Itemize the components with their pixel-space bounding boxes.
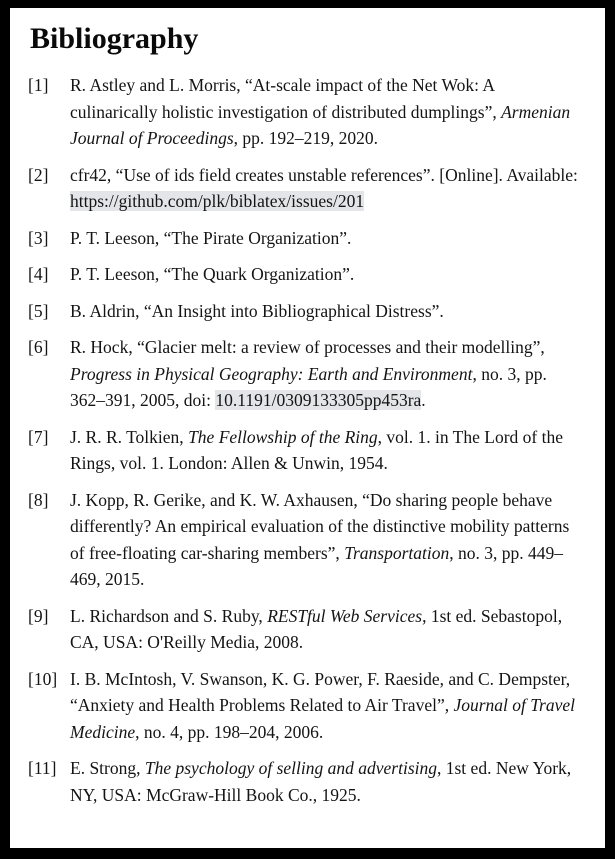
entry-text-segment: R. Hock, “Glacier melt: a review of processes and their modelling”, bbox=[70, 337, 545, 357]
entry-number: [4] bbox=[28, 264, 49, 284]
entry-title-italic: Progress in Physical Geography: Earth and Environment bbox=[70, 363, 473, 384]
entry-number: [9] bbox=[28, 605, 49, 626]
bibliography-entry bbox=[28, 487, 583, 593]
entry-text-segment: J. R. R. Tolkien, bbox=[70, 426, 189, 447]
entry-number: [6] bbox=[28, 337, 49, 357]
bibliography-entry bbox=[28, 72, 583, 152]
bibliography-entry bbox=[28, 666, 583, 746]
entry-text-segment: , pp. 192–219, 2020. bbox=[233, 128, 379, 148]
entry-number: [10] bbox=[28, 668, 58, 689]
entry-text-segment: P. T. Leeson, “The Pirate Organization”. bbox=[70, 227, 352, 248]
entry-text bbox=[70, 755, 583, 808]
bibliography-entry bbox=[28, 755, 583, 808]
bibliography-entry bbox=[28, 334, 583, 414]
entry-text-segment: , no. 3, pp. 449–469, 2015. bbox=[70, 542, 563, 589]
entry-text bbox=[70, 298, 583, 325]
entry-text bbox=[70, 334, 583, 414]
bibliography-entry bbox=[28, 603, 583, 656]
entry-number: [2] bbox=[28, 164, 49, 185]
entry-number: [8] bbox=[28, 489, 49, 510]
entry-text-segment: , vol. 1. in The Lord of the Rings, vol. 1. London: Allen & Unwin, 1954. bbox=[70, 426, 563, 473]
entry-text-segment: R. Astley and L. Morris, “At-scale impact of the Net Wok: A culinarically holistic investigation of distributed dumplings”, bbox=[70, 75, 502, 122]
entry-text bbox=[70, 225, 583, 252]
bibliography-entry bbox=[28, 298, 583, 325]
entry-text bbox=[70, 72, 583, 152]
bibliography-page bbox=[10, 8, 605, 848]
entry-text-segment: , no. 3, pp. 362–391, 2005, doi: bbox=[70, 363, 547, 410]
entry-text-segment: B. Aldrin, “An Insight into Bibliographical Distress”. bbox=[70, 300, 444, 321]
bibliography-entry bbox=[28, 225, 583, 252]
entry-text-segment: J. Kopp, R. Gerike, and K. W. Axhausen, “Do sharing people behave differently? An empirical evaluation of the distinctive mobility patterns of free-floating car-sharing members”, bbox=[70, 489, 570, 563]
entry-text-segment: cfr42, “Use of ids field creates unstable references”. [Online]. Available: bbox=[70, 164, 578, 185]
entry-text-segment: L. Richardson and S. Ruby, bbox=[70, 605, 268, 626]
bibliography-entry bbox=[28, 261, 583, 288]
entry-text bbox=[70, 261, 583, 288]
entry-text-segment: P. T. Leeson, “The Quark Organization”. bbox=[70, 264, 355, 284]
entry-title-italic: Transportation bbox=[344, 542, 450, 563]
page-title: Bibliography bbox=[30, 22, 199, 55]
entry-title-italic: The psychology of selling and advertising bbox=[144, 758, 437, 778]
entry-text bbox=[70, 424, 583, 477]
entry-number: [5] bbox=[28, 300, 49, 321]
entry-text-segment: I. B. McIntosh, V. Swanson, K. G. Power, F. Raeside, and C. Dempster, “Anxiety and Health Problems Related to Air Travel”, bbox=[70, 668, 571, 715]
entry-number: [3] bbox=[28, 227, 49, 248]
entry-text bbox=[70, 162, 583, 215]
entry-text bbox=[70, 487, 583, 593]
entry-text-segment: . bbox=[421, 390, 426, 410]
entry-text-segment: E. Strong, bbox=[70, 758, 145, 778]
entry-number: [7] bbox=[28, 426, 49, 447]
entry-title-italic: Armenian Journal of Proceedings bbox=[70, 101, 571, 148]
entry-title-italic: RESTful Web Services bbox=[267, 605, 423, 626]
entry-text bbox=[70, 666, 583, 746]
bibliography-list bbox=[28, 72, 583, 808]
entry-text-segment: , no. 4, pp. 198–204, 2006. bbox=[135, 721, 324, 742]
bibliography-entry bbox=[28, 424, 583, 477]
entry-number: [11] bbox=[28, 758, 57, 778]
entry-title-italic: The Fellowship of the Ring bbox=[188, 426, 378, 447]
entry-text-segment: , 1st ed. Sebastopol, CA, USA: O'Reilly Media, 2008. bbox=[70, 605, 563, 652]
entry-link[interactable]: 10.1191/0309133305pp453ra bbox=[215, 390, 422, 410]
entry-link[interactable]: https://github.com/plk/biblatex/issues/201 bbox=[70, 191, 365, 211]
entry-text-segment: , 1st ed. New York, NY, USA: McGraw-Hill Book Co., 1925. bbox=[70, 758, 572, 805]
entry-text bbox=[70, 603, 583, 656]
entry-number: [1] bbox=[28, 75, 49, 95]
bibliography-entry bbox=[28, 162, 583, 215]
entry-title-italic: Journal of Travel Medicine bbox=[70, 695, 576, 742]
